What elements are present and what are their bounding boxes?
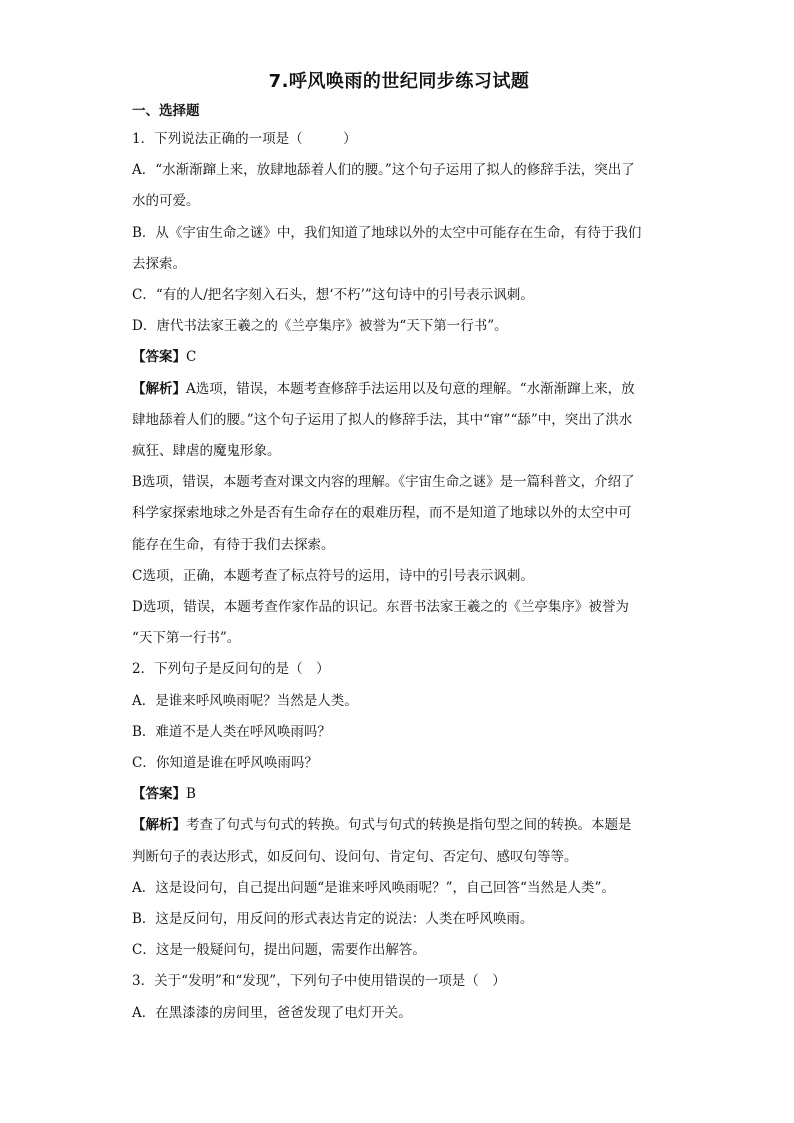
q2-analysis-line5: C．这是一般疑问句，提出问题，需要作出解答。 [132, 942, 426, 959]
q1-option-a-line2: 水的可爱。 [132, 193, 200, 210]
q1-option-c: C．“有的人/把名字刻入石头，想‘不朽’”这句诗中的引号表示讽刺。 [132, 287, 534, 304]
q1-analysis-line1 [132, 374, 666, 405]
q1-analysis-line2: 肆地舔着人们的腰。”这个句子运用了拟人的修辞手法，其中“窜”“舔”中，突出了洪水 [132, 411, 633, 428]
q2-option-a: A．是谁来呼风唤雨呢？当然是人类。 [132, 692, 358, 709]
q3-option-a: A．在黑漆漆的房间里，爸爸发现了电灯开关。 [132, 1004, 412, 1021]
q2-option-b: B．难道不是人类在呼风唤雨吗？ [132, 723, 331, 740]
q1-analysis-line5: 科学家探索地球之外是否有生命存在的艰难历程，而不是知道了地球以外的太空中可 [132, 505, 632, 522]
q3-stem: 3．关于“发明”和“发现”，下列句子中使用错误的一项是（ ） [132, 973, 506, 990]
section-heading: 一、选择题 [132, 103, 200, 119]
q1-analysis-line7: C选项，正确，本题考查了标点符号的运用，诗中的引号表示讽刺。 [132, 567, 534, 584]
answer-label: 【答案】 [132, 349, 186, 366]
q1-option-b-line2: 去探索。 [132, 255, 186, 272]
q2-analysis-line2: 判断句子的表达形式，如反问句、设问句、肯定句、否定句、感叹句等等。 [132, 848, 578, 865]
analysis-label: 【解析】 [132, 817, 186, 834]
q2-analysis-line3: A．这是设问句，自己提出问题“是谁来呼风唤雨呢？”，自己回答“当然是人类”。 [132, 879, 615, 896]
q1-option-d: D．唐代书法家王羲之的《兰亭集序》被誉为“天下第一行书”。 [132, 318, 508, 335]
q1-option-b-line1: B．从《宇宙生命之谜》中，我们知道了地球以外的太空中可能存在生命，有待于我们 [132, 224, 642, 241]
q2-answer [132, 779, 666, 810]
answer-label: 【答案】 [132, 786, 186, 803]
q1-analysis-line8: D选项，错误，本题考查作家作品的识记。东晋书法家王羲之的《兰亭集序》被誉为 [132, 599, 629, 616]
q2-analysis-line1 [132, 810, 666, 841]
q2-analysis-line4: B．这是反问句，用反问的形式表达肯定的说法：人类在呼风唤雨。 [132, 911, 534, 928]
q2-stem: 2．下列句子是反问句的是（ ） [132, 661, 330, 678]
q1-analysis-line9: “天下第一行书”。 [132, 630, 241, 647]
q1-option-a-line1: A．“水渐渐蹿上来，放肆地舔着人们的腰。”这个句子运用了拟人的修辞手法，突出了 [132, 162, 635, 179]
q1-answer-value: C [186, 349, 197, 366]
q1-stem: 1．下列说法正确的一项是（ ） [132, 131, 357, 147]
q1-analysis-text: A选项，错误，本题考查修辞手法运用以及句意的理解。“水渐渐蹿上来，放 [186, 380, 635, 397]
q1-analysis-line4: B选项，错误，本题考查对课文内容的理解。《宇宙生命之谜》是一篇科普文，介绍了 [132, 474, 635, 491]
analysis-label: 【解析】 [132, 380, 186, 397]
q2-analysis-text: 考查了句式与句式的转换。句式与句式的转换是指句型之间的转换。本题是 [186, 817, 632, 834]
page-title: 7.呼风唤雨的世纪同步练习试题 [268, 71, 530, 92]
q1-analysis-line3: 疯狂、肆虐的魔鬼形象。 [132, 443, 281, 460]
q2-option-c: C．你知道是谁在呼风唤雨吗？ [132, 755, 318, 772]
q2-answer-value: B [186, 786, 196, 803]
q1-answer [132, 342, 666, 373]
q1-analysis-line6: 能存在生命，有待于我们去探索。 [132, 536, 335, 553]
